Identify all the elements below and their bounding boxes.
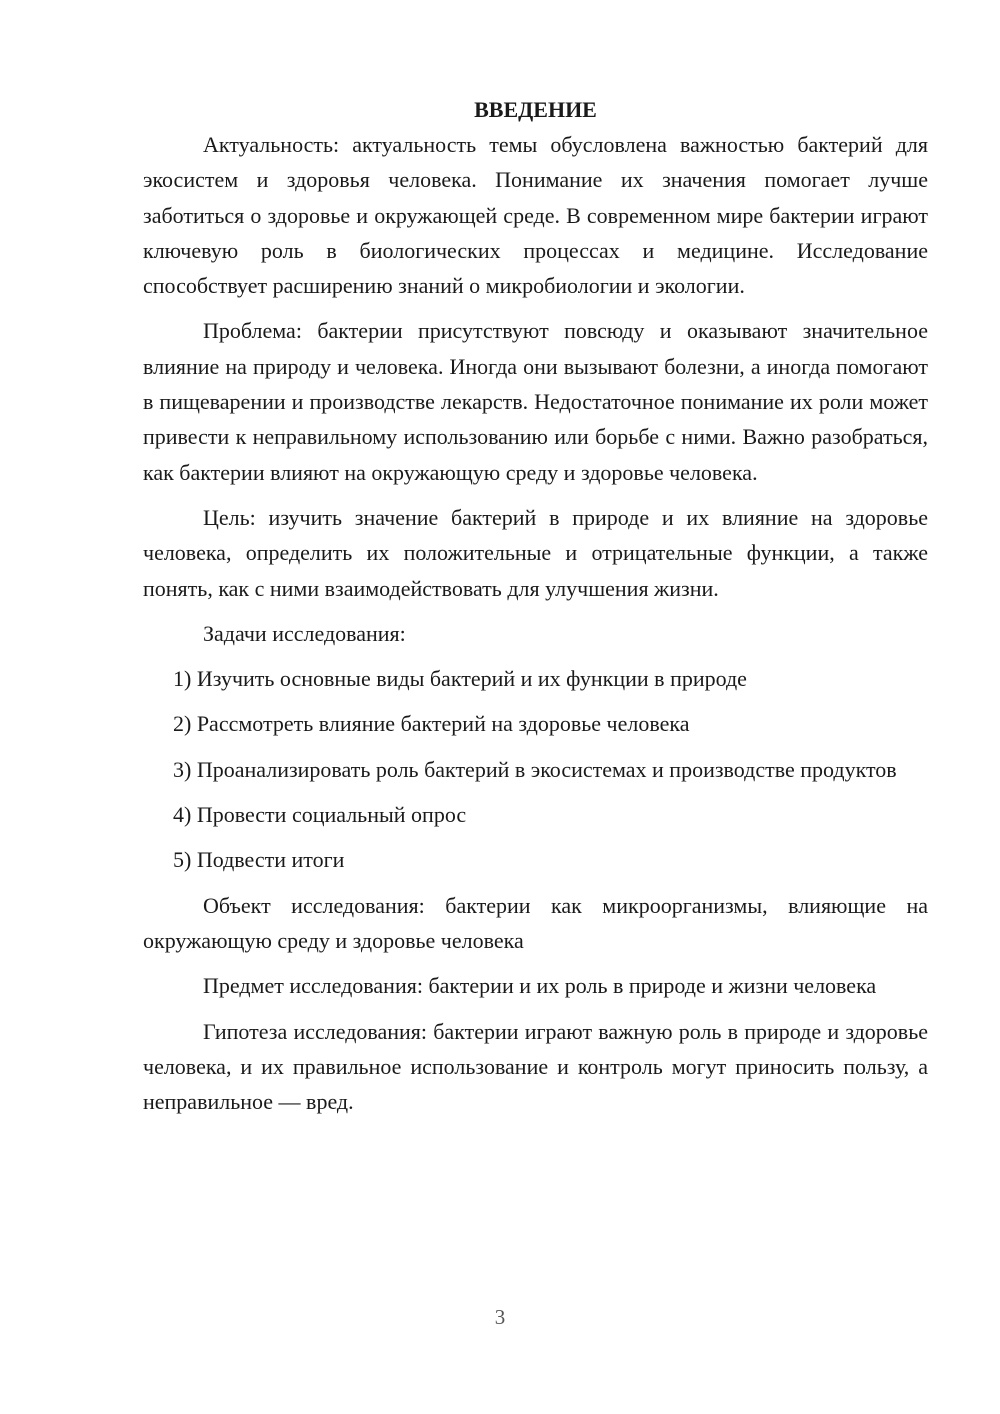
task-item: 5) Подвести итоги xyxy=(173,847,345,873)
paragraph-problem: Проблема: бактерии присутствуют повсюду и оказывают значительное влияние на природу и человека. Иногда они вызывают болезни, а иногда помогают в пищеварении и производстве лекарств. Недостаточное понимание их роли может привести к неправильному использованию или борьбе с ними. Важно разобраться, как бактерии влияют на окружающую среду и здоровье человека. xyxy=(143,318,928,485)
paragraph-hypothesis: Гипотеза исследования: бактерии играют важную роль в природе и здоровье человека, и их правильное использование и контроль могут приносить пользу, а неправильное — вред. xyxy=(143,1018,928,1115)
document-page xyxy=(143,92,928,1129)
section-title: ВВЕДЕНИЕ xyxy=(474,97,597,122)
paragraph-relevance: Актуальность: актуальность темы обусловлена важностью бактерий для экосистем и здоровья человека. Понимание их значения помогает лучше заботиться о здоровье и окружающей среде. В современном мире бактерии играют ключевую роль в биологических процессах и медицине. Исследование способствует расширению знаний о микробиологии и экологии. xyxy=(143,132,928,299)
page-number: 3 xyxy=(494,1305,506,1329)
paragraph-subject: Предмет исследования: бактерии и их роль в природе и жизни человека xyxy=(203,973,877,999)
paragraph-object: Объект исследования: бактерии как микроорганизмы, влияющие на окружающую среду и здоровье человека xyxy=(143,892,928,953)
task-item: 2) Рассмотреть влияние бактерий на здоровье человека xyxy=(173,711,690,737)
task-item: 1) Изучить основные виды бактерий и их функции в природе xyxy=(173,666,747,692)
paragraph-tasks-heading: Задачи исследования: xyxy=(203,620,406,646)
task-item: 4) Провести социальный опрос xyxy=(173,802,467,828)
task-item: 3) Проанализировать роль бактерий в экосистемах и производстве продуктов xyxy=(173,756,897,782)
paragraph-goal: Цель: изучить значение бактерий в природе и их влияние на здоровье человека, определить их положительные и отрицательные функции, а также понять, как с ними взаимодействовать для улучшения жизни. xyxy=(143,504,928,601)
